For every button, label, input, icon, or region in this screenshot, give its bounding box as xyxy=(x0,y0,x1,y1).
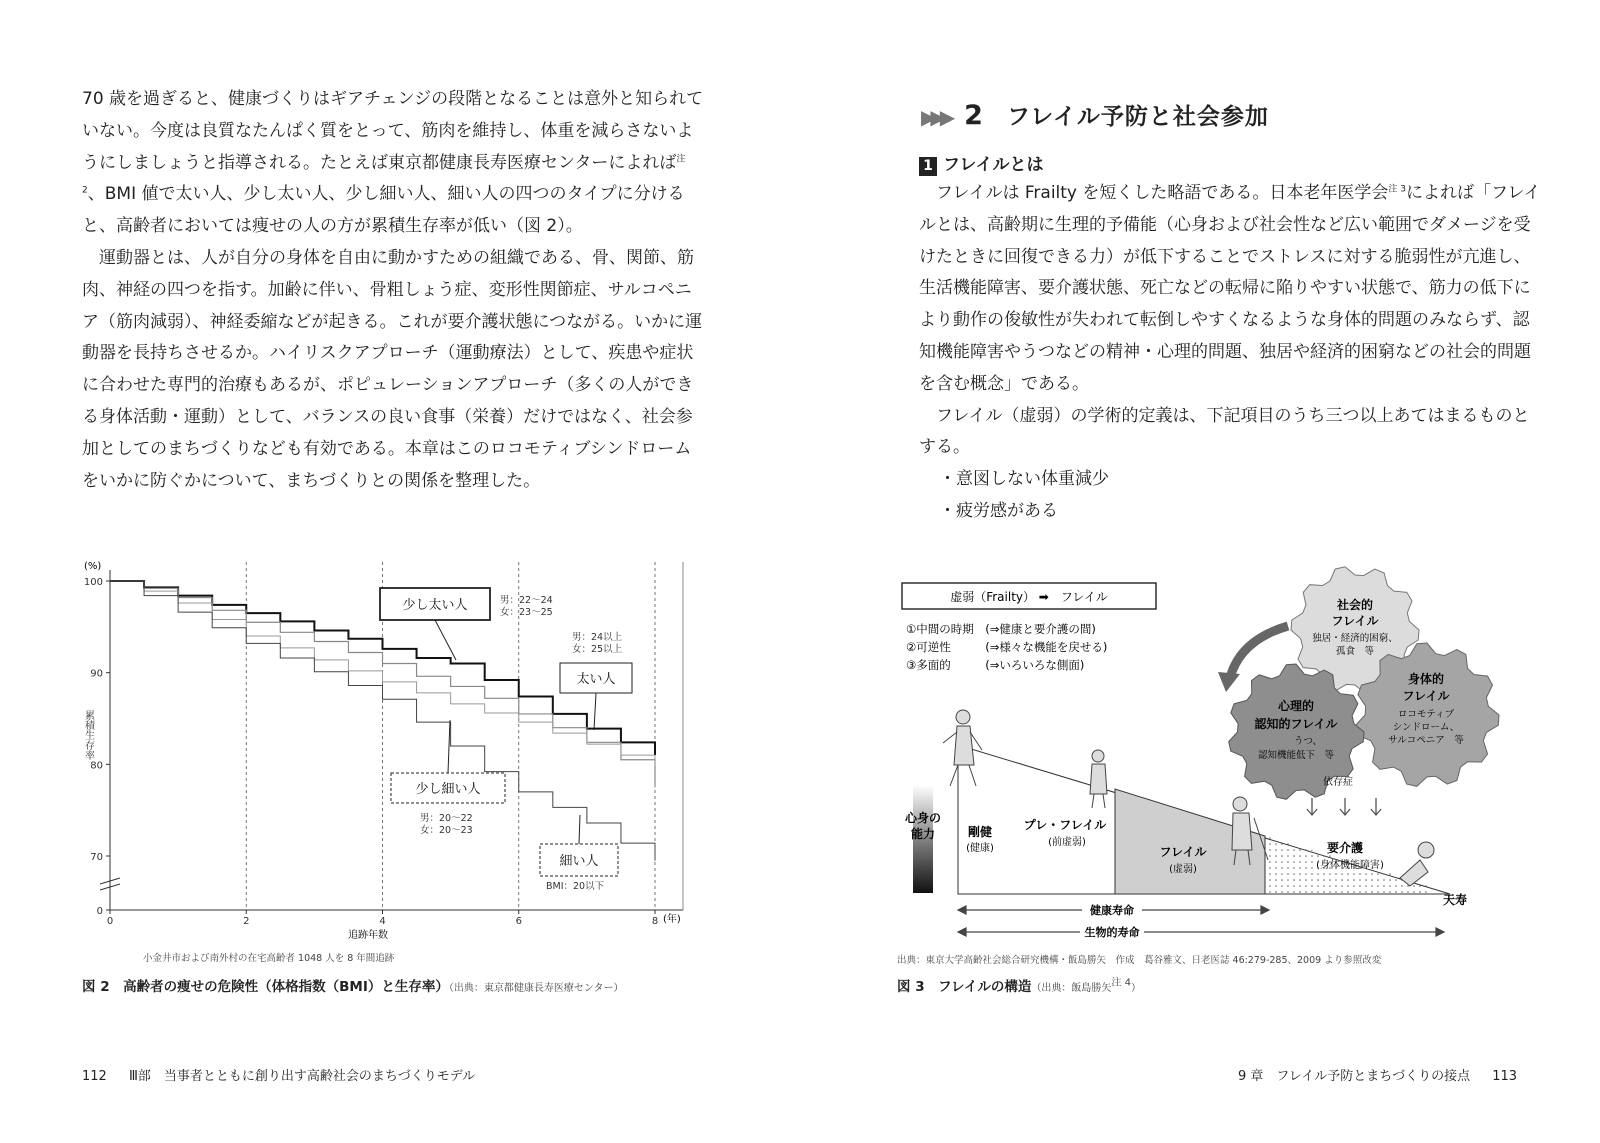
chapter-title: 9 章 フレイル予防とまちづくりの接点 xyxy=(1238,1069,1471,1084)
series-detail: BMI：20以下 xyxy=(546,881,605,892)
left-paragraph-1: 70 歳を過ぎると、健康づくりはギアチェンジの段階となることは意外と知られていない。今度は良質なたんぱく質をとって、筋肉を維持し、体重を減らさないようにしましょうと指導される。たとえば東京都健康長寿医療センターによれば$^{注 2}$、BMI 値で太い人、少し太い人、少し細い人、細い人の四つのタイプに分けると、高齢者においては痩せの人の方が累積生存率が低い（図 2）。 xyxy=(82,89,704,237)
stage-care-sub: (身体機能障害) xyxy=(1316,860,1384,871)
gear-psych-title: 心理的 xyxy=(1277,699,1315,713)
left-body-text xyxy=(82,84,704,497)
x-unit-label: (年) xyxy=(663,914,681,925)
dependence-label: 依存症 xyxy=(1323,777,1353,788)
x-tick-label: 2 xyxy=(243,916,250,927)
right-folio xyxy=(1238,1065,1517,1084)
y-tick-label: 100 xyxy=(83,577,103,588)
biological-lifespan-label: 生物的寿命 xyxy=(1084,926,1140,939)
footnote-mark: 注 3 xyxy=(1388,184,1406,195)
subheading-number: 1 xyxy=(919,157,937,176)
figure-3-note: 出典：東京大学高齢社会総合研究機構・飯島勝矢 作成 葛谷雅文、日老医誌 46:279-285、2009 より参照改変 xyxy=(897,955,1382,966)
right-paragraph-1: フレイルは Frailty を短くした略語である。日本老年医学会$^{注 3}$によれば「フレイルとは、高齢期に生理的予備能（心身および社会性など広い範囲でダメージを受けたときに回復できる力）が低下することでストレスに対する脆弱性が亢進し、生活機能障害、要介護状態、死亡などの転帰に陥りやすい状態で、筋力の低下により動作の俊敏性が失われて転倒しやすくなるような身体的問題のみならず、認知機能障害やうつなどの精神・心理的問題、独居や経済的困窮などの社会的問題を含む概念」である。 xyxy=(919,183,1541,394)
gear-social-sub-2: 孤食 等 xyxy=(1335,646,1375,657)
arrowhead-icon xyxy=(958,928,966,936)
gear-psych-title-2: 認知的フレイル xyxy=(1254,717,1338,731)
callout-leader xyxy=(448,720,450,773)
feature-2: ②可逆性 (⇒様々な機能を戻せる) xyxy=(906,640,1108,654)
series-detail: 女：20～23 xyxy=(420,825,473,836)
x-tick-label: 0 xyxy=(106,916,114,927)
down-arrows-icon xyxy=(1307,798,1381,815)
arrowhead-icon xyxy=(958,906,966,914)
gear-social-title: 社会的 xyxy=(1336,598,1374,612)
series-detail: 男：24以上 xyxy=(572,632,623,643)
y-tick-label: 80 xyxy=(90,760,103,772)
stage-frail: フレイル xyxy=(1159,845,1207,859)
section-title: フレイル予防と社会参加 xyxy=(1006,104,1269,130)
gear-psych-sub-2: 認知機能低下 等 xyxy=(1257,750,1335,761)
healthy-lifespan-label: 健康寿命 xyxy=(1090,904,1134,917)
figure-2-caption: 図 2 高齢者の痩せの危険性（体格指数（BMI）と生存率）（出典：東京都健康長寿医療センター） xyxy=(82,979,624,995)
end-of-life-label: 天寿 xyxy=(1443,893,1468,907)
gear-social-title-2: フレイル xyxy=(1331,614,1379,628)
cycle-arrowhead-icon xyxy=(1218,672,1240,692)
y-unit-label: (%) xyxy=(84,561,102,572)
frailty-definition-title: 虚弱（Frailty） ➡ フレイル xyxy=(950,590,1108,604)
arrowhead-icon xyxy=(1261,906,1269,914)
survival-chart xyxy=(0,540,800,990)
stage-frail-sub: (虚弱) xyxy=(1169,864,1197,875)
series-label: 細い人 xyxy=(559,854,599,869)
feature-1: ①中間の時期 (⇒健康と要介護の間) xyxy=(906,622,1096,636)
figure-2-note: 小金井市および南外村の在宅高齢者 1048 人を 8 年間追跡 xyxy=(143,953,395,964)
series-detail: 男：20～22 xyxy=(420,813,473,824)
section-number: 2 xyxy=(964,100,984,131)
series-label: 少し太い人 xyxy=(402,598,468,613)
series-detail: 女：25以上 xyxy=(572,644,623,655)
gear-psych-sub: うつ、 xyxy=(1293,736,1323,747)
y-tick-label: 70 xyxy=(90,852,103,863)
series-label: 少し細い人 xyxy=(415,782,481,797)
stage-prefrail: プレ・フレイル xyxy=(1023,818,1107,832)
callout-leader xyxy=(435,620,456,660)
y-tick-label: 0 xyxy=(96,906,103,917)
left-folio xyxy=(82,1065,475,1084)
gear-physical-sub-2: シンドローム、 xyxy=(1392,722,1460,733)
series-label: 太い人 xyxy=(576,672,616,687)
stage-healthy-sub: (健康) xyxy=(966,843,994,854)
subheading xyxy=(919,150,1043,176)
page-number: 113 xyxy=(1492,1069,1518,1084)
right-body-text xyxy=(919,178,1541,528)
x-tick-label: 6 xyxy=(515,916,522,927)
figure-3-caption: 図 3 フレイルの構造（出典：飯島勝矢$^{注 4}$） xyxy=(897,977,1141,995)
y-tick-label: 90 xyxy=(90,668,103,680)
frailty-diagram xyxy=(800,560,1600,960)
footnote-mark: 注 2 xyxy=(82,153,686,196)
subheading-title: フレイルとは xyxy=(943,155,1044,175)
part-title: Ⅲ部 当事者とともに創り出す高齢社会のまちづくりモデル xyxy=(128,1069,476,1084)
ability-label-2: 能力 xyxy=(910,827,936,841)
gear-physical-sub: ロコモティブ xyxy=(1397,709,1455,720)
series-detail: 男：22～24 xyxy=(500,595,553,606)
callout-leader xyxy=(594,693,596,730)
x-tick-label: 4 xyxy=(379,916,386,927)
right-paragraph-2: フレイル（虚弱）の学術的定義は、下記項目のうち三つ以上あてはまるものとする。 xyxy=(919,405,1530,458)
x-tick-label: 8 xyxy=(651,916,659,927)
page-number: 112 xyxy=(82,1069,107,1084)
lying-person-icon xyxy=(1400,842,1434,886)
gear-physical-title-2: フレイル xyxy=(1402,689,1450,703)
stage-healthy: 剛健 xyxy=(967,825,993,839)
triple-arrow-icon: ▶▶▶ xyxy=(921,105,950,129)
y-axis-label: 累積生存率 xyxy=(82,710,94,760)
bullet-item: ・疲労感がある xyxy=(939,500,1058,521)
gear-physical-title: 身体的 xyxy=(1407,672,1445,686)
section-heading xyxy=(921,98,1269,131)
chart-labels xyxy=(83,577,659,927)
gear-social-sub: 独居・経済的困窮、 xyxy=(1312,633,1398,644)
bullet-item: ・意図しない体重減少 xyxy=(939,469,1109,490)
left-paragraph-2: 運動器とは、人が自分の身体を自由に動かすための組織である、骨、関節、筋肉、神経の四つを指す。加齢に伴い、骨粗しょう症、変形性関節症、サルコペニア（筋肉減弱）、神経委縮などが起きる。これが要介護状態につながる。いかに運動器を長持ちさせるか。ハイリスクアプローチ（運動療法）として、疾患や症状に合わせた専門的治療もあるが、ポピュレーションアプローチ（多くの人ができる身体活動・運動）として、バランスの良い食事（栄養）だけではなく、社会参加としてのまちづくりなども有効である。本章はこのロコモティブシンドロームをいかに防ぐかについて、まちづくりとの関係を整理した。 xyxy=(82,247,703,491)
x-axis-label: 追跡年数 xyxy=(348,930,388,941)
feature-3: ③多面的 (⇒いろいろな側面) xyxy=(906,658,1085,672)
stage-prefrail-sub: (前虚弱) xyxy=(1048,837,1086,848)
stage-care: 要介護 xyxy=(1326,841,1364,855)
callout-leader xyxy=(579,815,580,844)
ability-label: 心身の xyxy=(904,811,942,825)
series-detail: 女：23～25 xyxy=(500,607,553,618)
cycle-arrow-icon xyxy=(1230,626,1288,678)
gear-physical-sub-3: サルコペニア 等 xyxy=(1388,735,1464,746)
arrowhead-icon xyxy=(1436,928,1444,936)
